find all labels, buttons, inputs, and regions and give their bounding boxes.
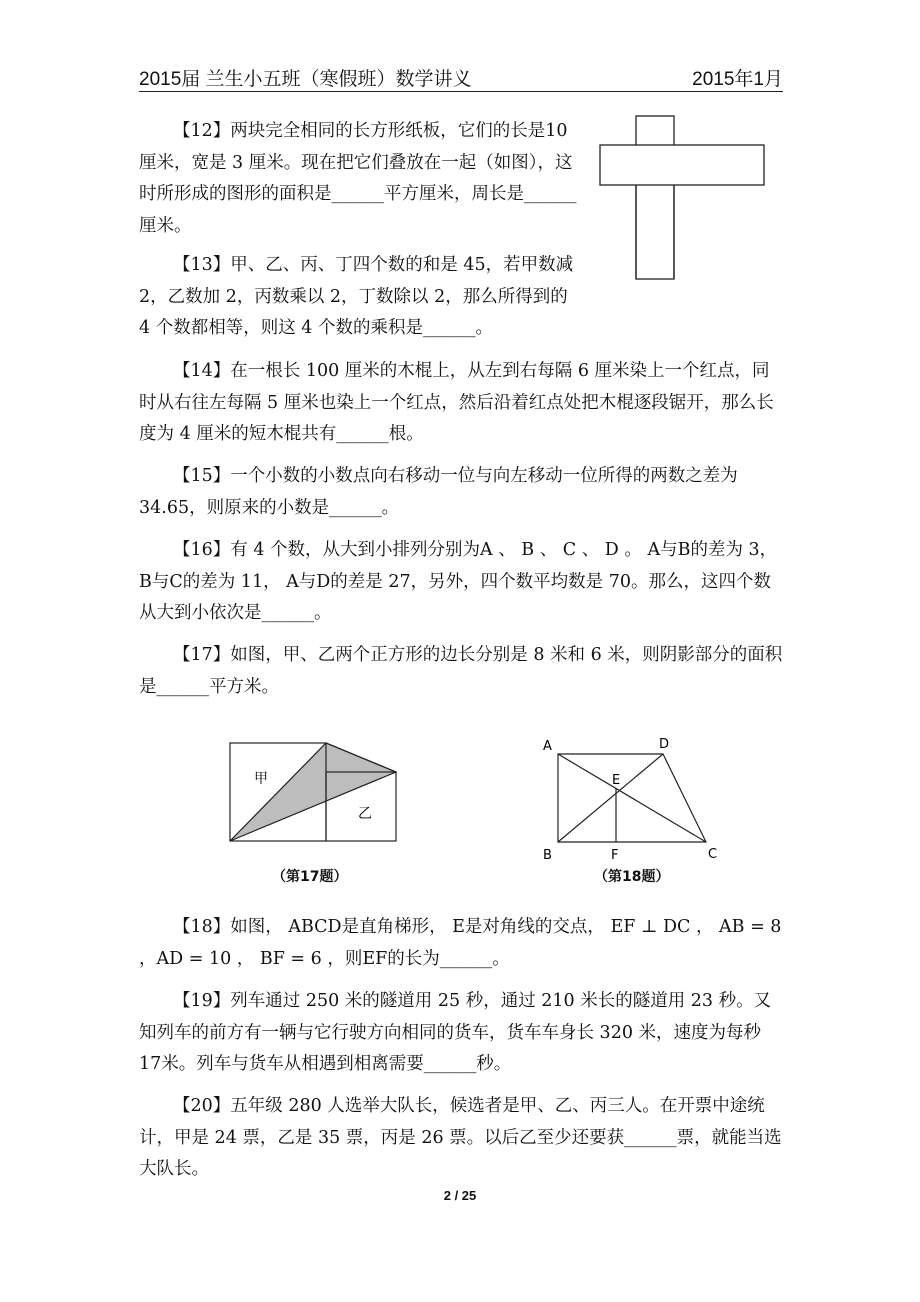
problem-17-text: 【17】如图，甲、乙两个正方形的边长分别是 8 米和 6 米，则阴影部分的面积是______平方米。 <box>139 645 783 697</box>
header-title: 2015届 兰生小五班（寒假班）数学讲义 <box>139 69 472 90</box>
header-divider <box>139 91 783 92</box>
problem-18-text: 【18】如图， ABCD是直角梯形， E是对角线的交点， EF ⊥ DC ， AB = 8 ，AD = 10 ， BF = 6 ，则EF的长为______。 <box>139 917 782 969</box>
problem-20-text: 【20】五年级 280 人选举大队长，候选者是甲、乙、丙三人。在开票中途统计，甲是 24 票，乙是 35 票，丙是 26 票。以后乙至少还要获______票，就能当选大队长。 <box>139 1096 782 1179</box>
problem-18 <box>139 912 783 975</box>
label-a: A <box>543 739 552 754</box>
header-date: 2015年1月 <box>692 69 783 90</box>
problem-12 <box>139 116 584 242</box>
label-c: C <box>708 847 718 862</box>
page-header <box>139 62 783 92</box>
label-e: E <box>612 773 621 788</box>
label-b: B <box>543 848 552 863</box>
figure-18 <box>538 734 728 864</box>
problem-13-text: 【13】甲、乙、丙、丁四个数的和是 45，若甲数减 2，乙数加 2，丙数乘以 2，丁数除以 2，那么所得到的 4 个数都相等，则这 4 个数的乘积是______。 <box>139 255 574 338</box>
problem-14-text: 【14】在一根长 100 厘米的木棍上，从左到右每隔 6 厘米染上一个红点，同时从右往左每隔 5 厘米也染上一个红点，然后沿着红点处把木棍逐段锯开，那么长度为 4 厘米的短木棍共有______根。 <box>139 361 774 444</box>
problem-15 <box>139 461 783 524</box>
label-yi: 乙 <box>358 806 372 822</box>
vertical-rectangle <box>636 116 674 279</box>
label-f: F <box>611 848 619 863</box>
problem-20 <box>139 1091 783 1186</box>
figure-17-caption: （第17题） <box>272 869 348 885</box>
diagonal-bd <box>558 754 663 842</box>
shaded-triangle <box>230 743 396 841</box>
horizontal-rectangle <box>600 145 764 185</box>
problem-16 <box>139 535 783 630</box>
problem-16-text: 【16】有 4 个数，从大到小排列分别为A 、 B 、 C 、 D 。 A与B的差为 3，B与C的差为 11， A与D的差是 27，另外，四个数平均数是 70。那么，这四个数从大到小依次是______。 <box>139 540 778 623</box>
figure-18-caption: （第18题） <box>594 869 670 885</box>
label-jia: 甲 <box>254 771 268 787</box>
figure-17 <box>228 740 400 844</box>
problem-15-text: 【15】一个小数的小数点向右移动一位与向左移动一位所得的两数之差为34.65，则原来的小数是______。 <box>139 466 738 518</box>
problem-19 <box>139 986 783 1081</box>
problem-19-text: 【19】列车通过 250 米的隧道用 25 秒，通过 210 米长的隧道用 23 秒。又知列车的前方有一辆与它行驶方向相同的货车，货车车身长 320 米，速度为每秒 17米。列车与货车从相遇到相离需要______秒。 <box>139 991 772 1074</box>
label-d: D <box>659 737 670 752</box>
page-number: 2 / 25 <box>443 1188 477 1203</box>
problem-14 <box>139 356 783 451</box>
problem-12-text: 【12】两块完全相同的长方形纸板，它们的长是10 厘米，宽是 3 厘米。现在把它们叠放在一起（如图），这时所形成的图形的面积是______平方厘米，周长是______厘米。 <box>139 121 577 236</box>
problem-13 <box>139 250 584 345</box>
problem-17 <box>139 640 783 703</box>
diagonal-ac <box>558 754 706 842</box>
problem-12-figure <box>598 115 768 281</box>
